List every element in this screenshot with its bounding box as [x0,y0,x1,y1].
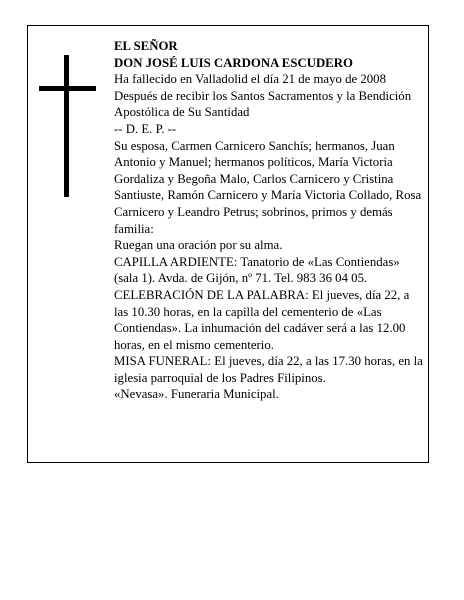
prayer-request: Ruegan una oración por su alma. [114,238,283,253]
rip-line: -- D. E. P. -- [114,121,177,136]
cross-icon [64,55,69,197]
chapel-info: CAPILLA ARDIENTE: Tanatorio de «Las Contiendas» (sala 1). Avda. de Gijón, nº 71. Tel. 983 36 04 05. [114,254,400,286]
funeral-home: «Nevasa». Funeraria Municipal. [114,387,279,402]
celebration-info: CELEBRACIÓN DE LA PALABRA: El jueves, día 22, a las 10.30 horas, en la capilla del cementerio de «Las Contiendas». La inhumación del cadáver será a las 12.00 horas, en el mismo cementerio. [114,287,410,352]
family-text: Su esposa, Carmen Carnicero Sanchís; hermanos, Juan Antonio y Manuel; hermanos políticos, María Victoria Gordaliza y Begoña Malo, Carlos Carnicero y Cristina Santiuste, Ramón Carnicero y María Victoria Collado, Rosa Carnicero y Leandro Petrus; sobrinos, primos y demás familia: [114,138,422,236]
death-announcement: Ha fallecido en Valladolid el día 21 de mayo de 2008 [114,72,386,87]
cross-icon-bar [39,86,96,91]
title-line-1: EL SEÑOR [114,39,178,53]
deceased-name: DON JOSÉ LUIS CARDONA ESCUDERO [114,55,353,70]
mass-info: MISA FUNERAL: El jueves, día 22, a las 17.30 horas, en la iglesia parroquial de los Padres Filipinos. [114,354,423,385]
sacraments-text: Después de recibir los Santos Sacramentos y la Bendición Apostólica de Su Santidad [114,88,412,120]
obituary-text [114,38,426,403]
